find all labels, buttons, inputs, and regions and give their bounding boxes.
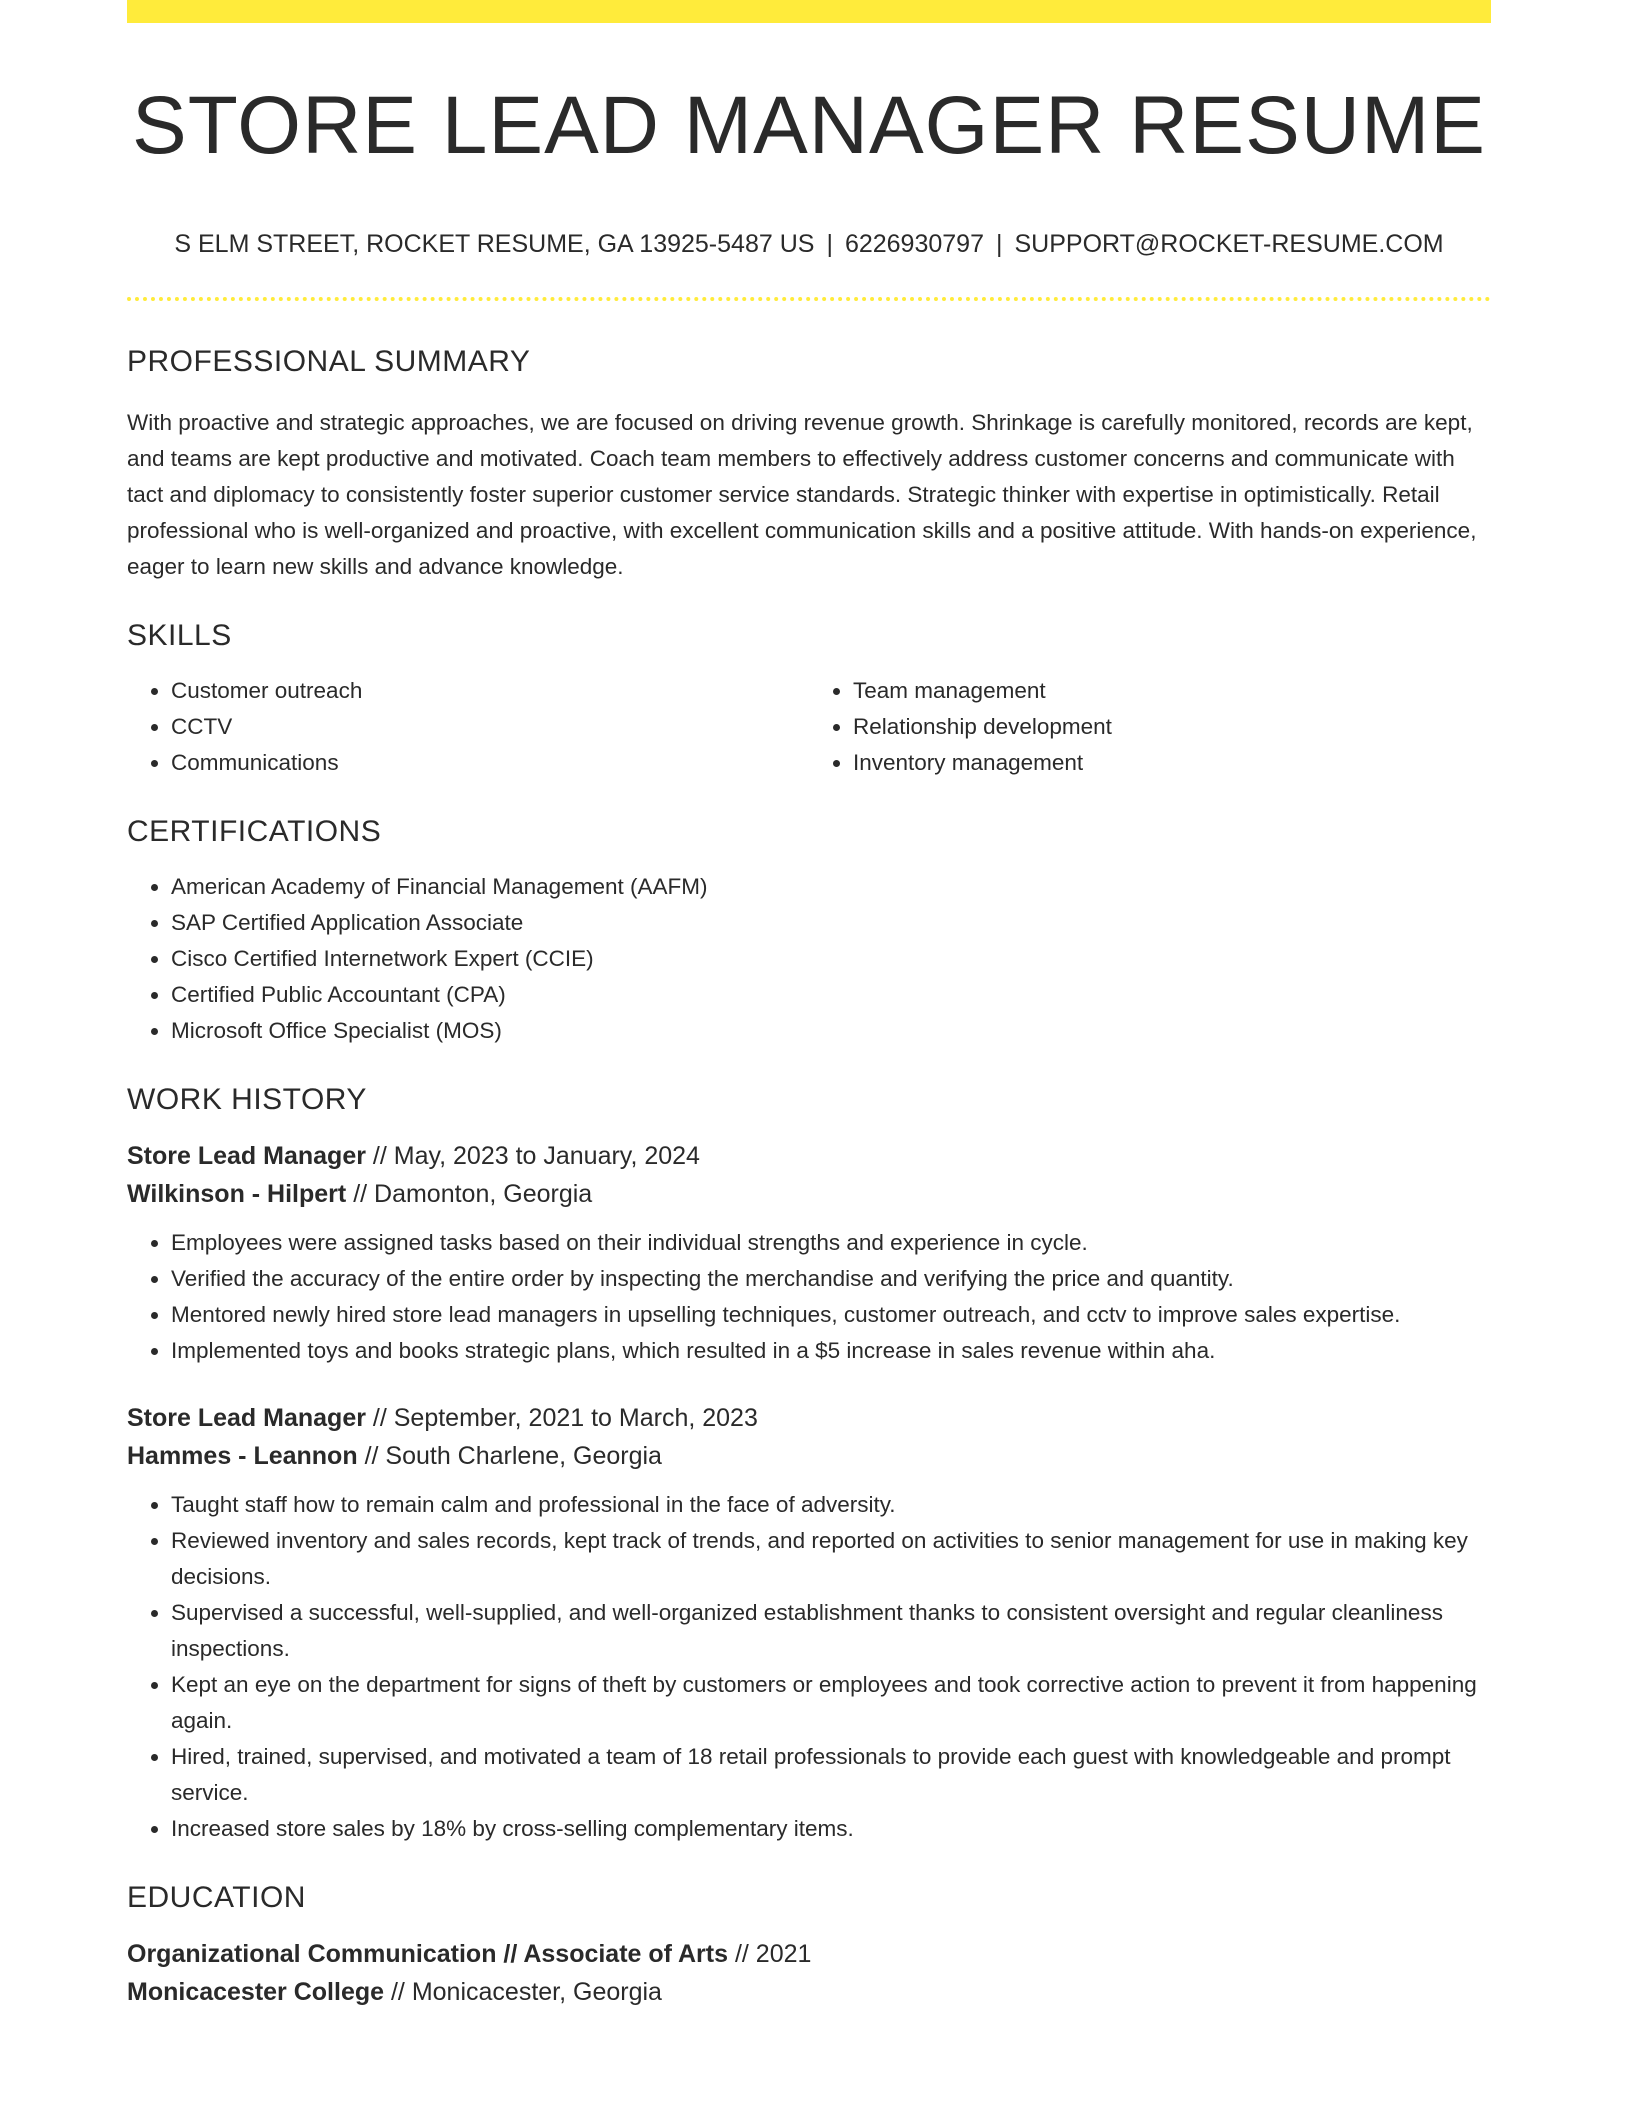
skill-item: • Customer outreach xyxy=(171,673,809,709)
skills-section xyxy=(127,619,1491,781)
skills-right-list xyxy=(809,673,1491,781)
job-bullet: • Increased store sales by 18% by cross-selling complementary items. xyxy=(171,1811,1491,1847)
work-history-heading: WORK HISTORY xyxy=(127,1083,367,1117)
certification-item: • Cisco Certified Internetwork Expert (CCIE) xyxy=(171,941,1491,977)
contact-separator: | xyxy=(995,230,1003,259)
education-school: Monicacester College xyxy=(127,1978,385,2007)
job-bullet: • Employees were assigned tasks based on their individual strengths and experience in cycle. xyxy=(171,1225,1491,1261)
skills-left-list xyxy=(127,673,809,781)
job-bullet: • Implemented toys and books strategic plans, which resulted in a $5 increase in sales revenue within aha. xyxy=(171,1333,1491,1369)
certifications-section xyxy=(127,815,1491,1049)
job-bullet: • Reviewed inventory and sales records, kept track of trends, and reported on activities to senior management for use in making key decisions. xyxy=(171,1523,1491,1595)
job-company-line xyxy=(127,1175,1491,1213)
summary-section xyxy=(127,345,1491,585)
skill-item: • Inventory management xyxy=(853,745,1491,781)
contact-line xyxy=(127,229,1491,259)
job-company: Wilkinson - Hilpert xyxy=(127,1180,347,1209)
certification-item: • SAP Certified Application Associate xyxy=(171,905,1491,941)
job-dates: // September, 2021 to March, 2023 xyxy=(372,1404,758,1433)
education-heading: EDUCATION xyxy=(127,1881,306,1915)
resume-title: STORE LEAD MANAGER RESUME xyxy=(132,80,1486,171)
job-bullets xyxy=(127,1225,1491,1369)
skill-item: • Team management xyxy=(853,673,1491,709)
skill-item: • CCTV xyxy=(171,709,809,745)
education-section xyxy=(127,1881,1491,2011)
skills-heading: SKILLS xyxy=(127,619,232,653)
job-title-line xyxy=(127,1137,1491,1175)
contact-email: SUPPORT@ROCKET-RESUME.COM xyxy=(1014,230,1444,259)
job-location: // Damonton, Georgia xyxy=(353,1180,593,1209)
summary-heading: PROFESSIONAL SUMMARY xyxy=(127,345,531,379)
job-bullet: • Mentored newly hired store lead managers in upselling techniques, customer outreach, and cctv to improve sales expertise. xyxy=(171,1297,1491,1333)
education-location: // Monicacester, Georgia xyxy=(390,1978,662,2007)
summary-text: With proactive and strategic approaches, we are focused on driving revenue growth. Shrinkage is carefully monitored, records are kept, and teams are kept productive and motivated. Coach team members to effectively address customer concerns and communicate with tact and diplomacy to consistently foster superior customer service standards. Strategic thinker with expertise in optimistically. Retail professional who is well-organized and proactive, with excellent communication skills and a positive attitude. With hands-on experience, eager to learn new skills and advance knowledge. xyxy=(127,410,1477,580)
job-company: Hammes - Leannon xyxy=(127,1442,358,1471)
job-bullet: • Kept an eye on the department for signs of theft by customers or employees and took corrective action to prevent it from happening again. xyxy=(171,1667,1491,1739)
job-title-line xyxy=(127,1399,1491,1437)
accent-top-bar xyxy=(127,0,1491,23)
contact-phone: 6226930797 xyxy=(844,230,984,259)
job-bullets xyxy=(127,1487,1491,1847)
job-location: // South Charlene, Georgia xyxy=(364,1442,662,1471)
job-company-line xyxy=(127,1437,1491,1475)
job-bullet: • Supervised a successful, well-supplied, and well-organized establishment thanks to consistent oversight and regular cleanliness inspections. xyxy=(171,1595,1491,1667)
education-entry xyxy=(127,1935,1491,2011)
skill-item: • Relationship development xyxy=(853,709,1491,745)
certification-item: • Certified Public Accountant (CPA) xyxy=(171,977,1491,1013)
job-dates: // May, 2023 to January, 2024 xyxy=(372,1142,700,1171)
job-title: Store Lead Manager xyxy=(127,1142,366,1171)
contact-separator: | xyxy=(826,230,833,259)
contact-address: S ELM STREET, ROCKET RESUME, GA 13925-5487 US xyxy=(174,230,815,259)
job-entry xyxy=(127,1399,1491,1847)
job-bullet: • Hired, trained, supervised, and motivated a team of 18 retail professionals to provide each guest with knowledgeable and prompt service. xyxy=(171,1739,1491,1811)
certifications-heading: CERTIFICATIONS xyxy=(127,815,382,849)
job-entry xyxy=(127,1137,1491,1369)
job-bullet: • Taught staff how to remain calm and professional in the face of adversity. xyxy=(171,1487,1491,1523)
job-title: Store Lead Manager xyxy=(127,1404,366,1433)
certification-item: • American Academy of Financial Management (AAFM) xyxy=(171,869,1491,905)
education-degree-line xyxy=(127,1935,1491,1973)
certifications-list xyxy=(127,869,1491,1049)
skill-item: • Communications xyxy=(171,745,809,781)
job-bullet: • Verified the accuracy of the entire order by inspecting the merchandise and verifying the price and quantity. xyxy=(171,1261,1491,1297)
education-school-line xyxy=(127,1973,1491,2011)
education-year: // 2021 xyxy=(734,1940,812,1969)
education-degree: Organizational Communication // Associate of Arts xyxy=(127,1940,729,1969)
certification-item: • Microsoft Office Specialist (MOS) xyxy=(171,1013,1491,1049)
skills-columns xyxy=(127,673,1491,781)
dotted-divider xyxy=(127,297,1491,301)
resume-page xyxy=(127,0,1491,2011)
work-history-section xyxy=(127,1083,1491,1847)
